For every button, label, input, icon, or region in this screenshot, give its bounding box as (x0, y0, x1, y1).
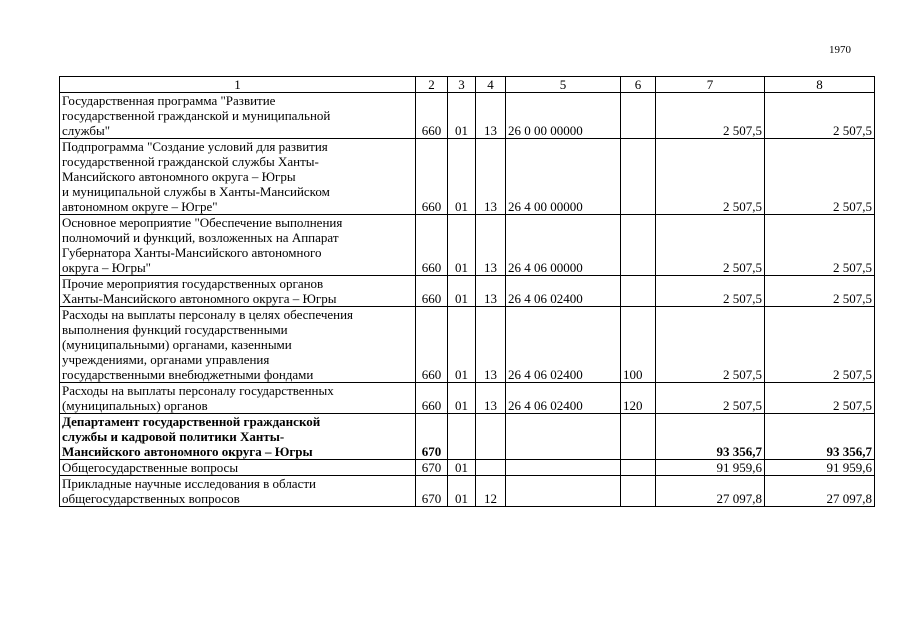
cell-name-line: Расходы на выплаты персоналу в целях обеспечения (62, 307, 354, 322)
cell-amount-8: 2 507,5 (765, 139, 875, 215)
cell-subsection (476, 414, 506, 460)
header-cell: 7 (656, 77, 765, 93)
cell-amount-7: 91 959,6 (656, 460, 765, 476)
cell-name-line: Мансийского автономного округа – Югры (62, 169, 296, 184)
table-row (60, 476, 875, 507)
table-body (60, 93, 875, 507)
cell-name (60, 215, 416, 276)
cell-subsection: 13 (476, 215, 506, 276)
cell-name (60, 414, 416, 460)
cell-name-line: учреждениями, органами управления (62, 352, 270, 367)
cell-name-line: (муниципальными) органами, казенными (62, 337, 292, 352)
cell-name-line: Прочие мероприятия государственных органов (62, 276, 324, 291)
cell-amount-8: 2 507,5 (765, 215, 875, 276)
cell-amount-7: 27 097,8 (656, 476, 765, 507)
cell-section: 01 (448, 476, 476, 507)
header-row (60, 77, 875, 93)
table-row (60, 307, 875, 383)
cell-admin-code: 660 (416, 276, 448, 307)
cell-name-line: государственной гражданской службы Ханты- (62, 154, 319, 169)
cell-expense-type (621, 476, 656, 507)
cell-section: 01 (448, 460, 476, 476)
cell-subsection: 13 (476, 383, 506, 414)
header-cell: 6 (621, 77, 656, 93)
cell-admin-code: 660 (416, 139, 448, 215)
cell-target-article (506, 476, 621, 507)
cell-name-line: автономном округе – Югре" (62, 199, 218, 214)
cell-name-line: выполнения функций государственными (62, 322, 288, 337)
cell-amount-7: 2 507,5 (656, 93, 765, 139)
cell-section: 01 (448, 307, 476, 383)
cell-expense-type (621, 215, 656, 276)
cell-target-article (506, 414, 621, 460)
cell-name-line: Прикладные научные исследования в области (62, 476, 316, 491)
cell-name-line: Департамент государственной гражданской (62, 414, 321, 429)
cell-amount-8: 93 356,7 (765, 414, 875, 460)
cell-expense-type (621, 414, 656, 460)
cell-name-line: службы" (62, 123, 111, 138)
cell-subsection: 13 (476, 139, 506, 215)
cell-admin-code: 670 (416, 476, 448, 507)
cell-name-line: Подпрограмма "Создание условий для развития (62, 139, 328, 154)
cell-name-line: и муниципальной службы в Ханты-Мансийском (62, 184, 330, 199)
cell-expense-type (621, 139, 656, 215)
cell-target-article: 26 4 06 02400 (506, 307, 621, 383)
table-row (60, 460, 875, 476)
table-row (60, 215, 875, 276)
cell-amount-8: 27 097,8 (765, 476, 875, 507)
header-cell: 5 (506, 77, 621, 93)
cell-subsection: 13 (476, 276, 506, 307)
cell-target-article: 26 0 00 00000 (506, 93, 621, 139)
cell-expense-type (621, 93, 656, 139)
cell-amount-8: 91 959,6 (765, 460, 875, 476)
cell-name (60, 476, 416, 507)
table-row (60, 139, 875, 215)
cell-name-line: Губернатора Ханты-Мансийского автономного (62, 245, 322, 260)
cell-name (60, 139, 416, 215)
cell-target-article: 26 4 06 00000 (506, 215, 621, 276)
cell-name-line: полномочий и функций, возложенных на Аппарат (62, 230, 339, 245)
table-row (60, 93, 875, 139)
cell-name-line: округа – Югры" (62, 260, 151, 275)
table-row (60, 414, 875, 460)
cell-name-line: службы и кадровой политики Ханты- (62, 429, 285, 444)
header-cell: 2 (416, 77, 448, 93)
cell-amount-7: 2 507,5 (656, 383, 765, 414)
cell-admin-code: 660 (416, 307, 448, 383)
cell-section: 01 (448, 276, 476, 307)
cell-name-line: Ханты-Мансийского автономного округа – Югры (62, 291, 337, 306)
cell-amount-7: 93 356,7 (656, 414, 765, 460)
cell-name-line: Мансийского автономного округа – Югры (62, 444, 313, 459)
cell-subsection: 13 (476, 93, 506, 139)
header-cell: 3 (448, 77, 476, 93)
cell-section: 01 (448, 383, 476, 414)
cell-amount-8: 2 507,5 (765, 93, 875, 139)
cell-name (60, 307, 416, 383)
cell-subsection: 13 (476, 307, 506, 383)
cell-expense-type (621, 276, 656, 307)
cell-name-line: государственной гражданской и муниципальной (62, 108, 331, 123)
cell-name-line: Государственная программа "Развитие (62, 93, 276, 108)
cell-subsection (476, 460, 506, 476)
cell-admin-code: 670 (416, 460, 448, 476)
cell-expense-type: 120 (621, 383, 656, 414)
cell-target-article: 26 4 00 00000 (506, 139, 621, 215)
cell-name-line: Основное мероприятие "Обеспечение выполнения (62, 215, 343, 230)
cell-name (60, 383, 416, 414)
table-row (60, 383, 875, 414)
budget-table (59, 76, 875, 507)
cell-section: 01 (448, 215, 476, 276)
cell-admin-code: 660 (416, 93, 448, 139)
page-number: 1970 (829, 44, 851, 56)
header-cell: 4 (476, 77, 506, 93)
table-row (60, 276, 875, 307)
cell-target-article: 26 4 06 02400 (506, 383, 621, 414)
header-cell: 1 (60, 77, 416, 93)
cell-target-article (506, 460, 621, 476)
cell-name (60, 276, 416, 307)
cell-name-line: государственными внебюджетными фондами (62, 367, 314, 382)
cell-name-line: общегосударственных вопросов (62, 491, 240, 506)
cell-amount-7: 2 507,5 (656, 276, 765, 307)
cell-section: 01 (448, 139, 476, 215)
cell-amount-8: 2 507,5 (765, 383, 875, 414)
cell-name-line: (муниципальных) органов (62, 398, 208, 413)
cell-expense-type: 100 (621, 307, 656, 383)
cell-amount-7: 2 507,5 (656, 139, 765, 215)
cell-target-article: 26 4 06 02400 (506, 276, 621, 307)
cell-admin-code: 660 (416, 215, 448, 276)
cell-section: 01 (448, 93, 476, 139)
header-cell: 8 (765, 77, 875, 93)
cell-expense-type (621, 460, 656, 476)
cell-amount-7: 2 507,5 (656, 215, 765, 276)
cell-subsection: 12 (476, 476, 506, 507)
cell-section (448, 414, 476, 460)
cell-name-line: Общегосударственные вопросы (62, 460, 239, 475)
cell-name (60, 93, 416, 139)
cell-amount-8: 2 507,5 (765, 307, 875, 383)
cell-admin-code: 660 (416, 383, 448, 414)
cell-admin-code: 670 (416, 414, 448, 460)
cell-amount-8: 2 507,5 (765, 276, 875, 307)
cell-name (60, 460, 416, 476)
cell-name-line: Расходы на выплаты персоналу государственных (62, 383, 334, 398)
cell-amount-7: 2 507,5 (656, 307, 765, 383)
